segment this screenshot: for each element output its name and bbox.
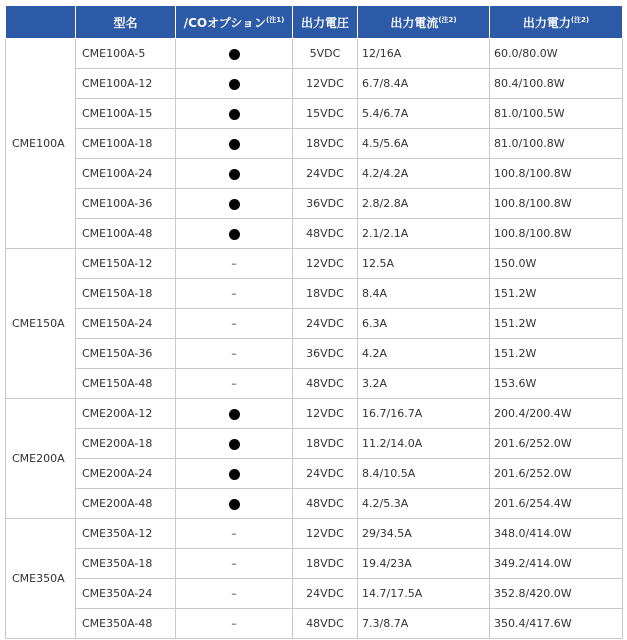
- option-cell: [176, 549, 293, 579]
- header-series: [6, 6, 76, 39]
- voltage-cell: 36VDC: [293, 339, 358, 369]
- option-cell: [176, 129, 293, 159]
- power-cell: 151.2W: [490, 279, 623, 309]
- table-row: [6, 459, 623, 489]
- table-row: [6, 129, 623, 159]
- model-cell: CME350A-18: [76, 549, 176, 579]
- voltage-cell: 18VDC: [293, 279, 358, 309]
- model-cell: CME150A-12: [76, 249, 176, 279]
- table-row: [6, 489, 623, 519]
- voltage-cell: 18VDC: [293, 549, 358, 579]
- power-cell: 151.2W: [490, 339, 623, 369]
- unavailable-dash: –: [231, 377, 237, 390]
- table-row: [6, 99, 623, 129]
- table-row: [6, 369, 623, 399]
- header-power-note: (注2): [570, 15, 590, 24]
- model-cell: CME150A-48: [76, 369, 176, 399]
- power-cell: 348.0/414.0W: [490, 519, 623, 549]
- current-cell: 14.7/17.5A: [358, 579, 490, 609]
- voltage-cell: 48VDC: [293, 609, 358, 639]
- voltage-cell: 18VDC: [293, 129, 358, 159]
- unavailable-dash: –: [231, 587, 237, 600]
- current-cell: 8.4A: [358, 279, 490, 309]
- power-cell: 201.6/254.4W: [490, 489, 623, 519]
- header-voltage: [293, 6, 358, 39]
- unavailable-dash: –: [231, 317, 237, 330]
- power-cell: 151.2W: [490, 309, 623, 339]
- unavailable-dash: –: [231, 287, 237, 300]
- model-cell: CME200A-18: [76, 429, 176, 459]
- model-cell: CME350A-48: [76, 609, 176, 639]
- table-row: [6, 189, 623, 219]
- option-cell: [176, 189, 293, 219]
- power-cell: 60.0/80.0W: [490, 39, 623, 69]
- power-cell: 201.6/252.0W: [490, 459, 623, 489]
- available-dot-icon: [229, 409, 240, 420]
- option-cell: [176, 279, 293, 309]
- model-cell: CME100A-24: [76, 159, 176, 189]
- option-cell: [176, 429, 293, 459]
- model-cell: CME350A-12: [76, 519, 176, 549]
- voltage-cell: 36VDC: [293, 189, 358, 219]
- series-cell: CME350A: [6, 519, 76, 639]
- option-cell: [176, 489, 293, 519]
- table-row: [6, 579, 623, 609]
- current-cell: 19.4/23A: [358, 549, 490, 579]
- table-header: [6, 6, 623, 39]
- unavailable-dash: –: [231, 347, 237, 360]
- table-row: [6, 429, 623, 459]
- power-cell: 100.8/100.8W: [490, 189, 623, 219]
- current-cell: 6.7/8.4A: [358, 69, 490, 99]
- product-spec-table: [5, 5, 623, 639]
- model-cell: CME200A-24: [76, 459, 176, 489]
- table-row: [6, 399, 623, 429]
- available-dot-icon: [229, 499, 240, 510]
- option-cell: [176, 369, 293, 399]
- voltage-cell: 5VDC: [293, 39, 358, 69]
- table-row: [6, 309, 623, 339]
- option-cell: [176, 459, 293, 489]
- voltage-cell: 48VDC: [293, 219, 358, 249]
- table-row: [6, 39, 623, 69]
- option-cell: [176, 609, 293, 639]
- table-body: [6, 39, 623, 639]
- power-cell: 200.4/200.4W: [490, 399, 623, 429]
- header-option: [176, 6, 293, 39]
- model-cell: CME150A-24: [76, 309, 176, 339]
- voltage-cell: 12VDC: [293, 69, 358, 99]
- available-dot-icon: [229, 469, 240, 480]
- available-dot-icon: [229, 79, 240, 90]
- header-current: [358, 6, 490, 39]
- model-cell: CME150A-36: [76, 339, 176, 369]
- current-cell: 11.2/14.0A: [358, 429, 490, 459]
- header-current-label: 出力電流: [390, 15, 439, 30]
- model-cell: CME100A-48: [76, 219, 176, 249]
- current-cell: 2.1/2.1A: [358, 219, 490, 249]
- power-cell: 81.0/100.8W: [490, 129, 623, 159]
- unavailable-dash: –: [231, 527, 237, 540]
- power-cell: 349.2/414.0W: [490, 549, 623, 579]
- current-cell: 12/16A: [358, 39, 490, 69]
- header-option-note: (注1): [266, 15, 285, 24]
- model-cell: CME200A-12: [76, 399, 176, 429]
- voltage-cell: 24VDC: [293, 159, 358, 189]
- unavailable-dash: –: [231, 257, 237, 270]
- header-model: [76, 6, 176, 39]
- available-dot-icon: [229, 199, 240, 210]
- unavailable-dash: –: [231, 557, 237, 570]
- series-cell: CME100A: [6, 39, 76, 249]
- option-cell: [176, 399, 293, 429]
- table-row: [6, 159, 623, 189]
- voltage-cell: 15VDC: [293, 99, 358, 129]
- table-row: [6, 519, 623, 549]
- available-dot-icon: [229, 169, 240, 180]
- current-cell: 4.2/5.3A: [358, 489, 490, 519]
- series-cell: CME150A: [6, 249, 76, 399]
- available-dot-icon: [229, 49, 240, 60]
- series-cell: CME200A: [6, 399, 76, 519]
- table-row: [6, 609, 623, 639]
- power-cell: 153.6W: [490, 369, 623, 399]
- voltage-cell: 12VDC: [293, 249, 358, 279]
- current-cell: 4.2/4.2A: [358, 159, 490, 189]
- table-row: [6, 279, 623, 309]
- option-cell: [176, 309, 293, 339]
- option-cell: [176, 99, 293, 129]
- voltage-cell: 24VDC: [293, 459, 358, 489]
- voltage-cell: 48VDC: [293, 369, 358, 399]
- model-cell: CME200A-48: [76, 489, 176, 519]
- table-row: [6, 339, 623, 369]
- table-row: [6, 249, 623, 279]
- current-cell: 12.5A: [358, 249, 490, 279]
- current-cell: 5.4/6.7A: [358, 99, 490, 129]
- current-cell: 4.5/5.6A: [358, 129, 490, 159]
- available-dot-icon: [229, 109, 240, 120]
- available-dot-icon: [229, 439, 240, 450]
- option-cell: [176, 159, 293, 189]
- table-row: [6, 69, 623, 99]
- power-cell: 100.8/100.8W: [490, 159, 623, 189]
- table-row: [6, 219, 623, 249]
- power-cell: 80.4/100.8W: [490, 69, 623, 99]
- current-cell: 4.2A: [358, 339, 490, 369]
- voltage-cell: 12VDC: [293, 519, 358, 549]
- option-cell: [176, 339, 293, 369]
- unavailable-dash: –: [231, 617, 237, 630]
- current-cell: 3.2A: [358, 369, 490, 399]
- model-cell: CME100A-12: [76, 69, 176, 99]
- voltage-cell: 24VDC: [293, 579, 358, 609]
- table-row: [6, 549, 623, 579]
- power-cell: 81.0/100.5W: [490, 99, 623, 129]
- model-cell: CME100A-15: [76, 99, 176, 129]
- available-dot-icon: [229, 139, 240, 150]
- option-cell: [176, 579, 293, 609]
- current-cell: 6.3A: [358, 309, 490, 339]
- model-cell: CME100A-5: [76, 39, 176, 69]
- option-cell: [176, 69, 293, 99]
- voltage-cell: 18VDC: [293, 429, 358, 459]
- option-cell: [176, 249, 293, 279]
- power-cell: 100.8/100.8W: [490, 219, 623, 249]
- model-cell: CME100A-36: [76, 189, 176, 219]
- power-cell: 352.8/420.0W: [490, 579, 623, 609]
- header-power: [490, 6, 623, 39]
- current-cell: 2.8/2.8A: [358, 189, 490, 219]
- current-cell: 16.7/16.7A: [358, 399, 490, 429]
- current-cell: 8.4/10.5A: [358, 459, 490, 489]
- voltage-cell: 48VDC: [293, 489, 358, 519]
- option-cell: [176, 219, 293, 249]
- current-cell: 7.3/8.7A: [358, 609, 490, 639]
- header-voltage-label: 出力電圧: [300, 15, 349, 30]
- voltage-cell: 24VDC: [293, 309, 358, 339]
- power-cell: 150.0W: [490, 249, 623, 279]
- power-cell: 201.6/252.0W: [490, 429, 623, 459]
- header-row: [6, 6, 623, 39]
- header-model-label: 型名: [113, 15, 138, 30]
- option-cell: [176, 39, 293, 69]
- available-dot-icon: [229, 229, 240, 240]
- option-cell: [176, 519, 293, 549]
- header-current-note: (注2): [438, 15, 457, 24]
- power-cell: 350.4/417.6W: [490, 609, 623, 639]
- voltage-cell: 12VDC: [293, 399, 358, 429]
- model-cell: CME100A-18: [76, 129, 176, 159]
- header-power-label: 出力電力: [522, 15, 571, 30]
- model-cell: CME350A-24: [76, 579, 176, 609]
- header-option-label: /COオプション: [183, 15, 267, 30]
- model-cell: CME150A-18: [76, 279, 176, 309]
- current-cell: 29/34.5A: [358, 519, 490, 549]
